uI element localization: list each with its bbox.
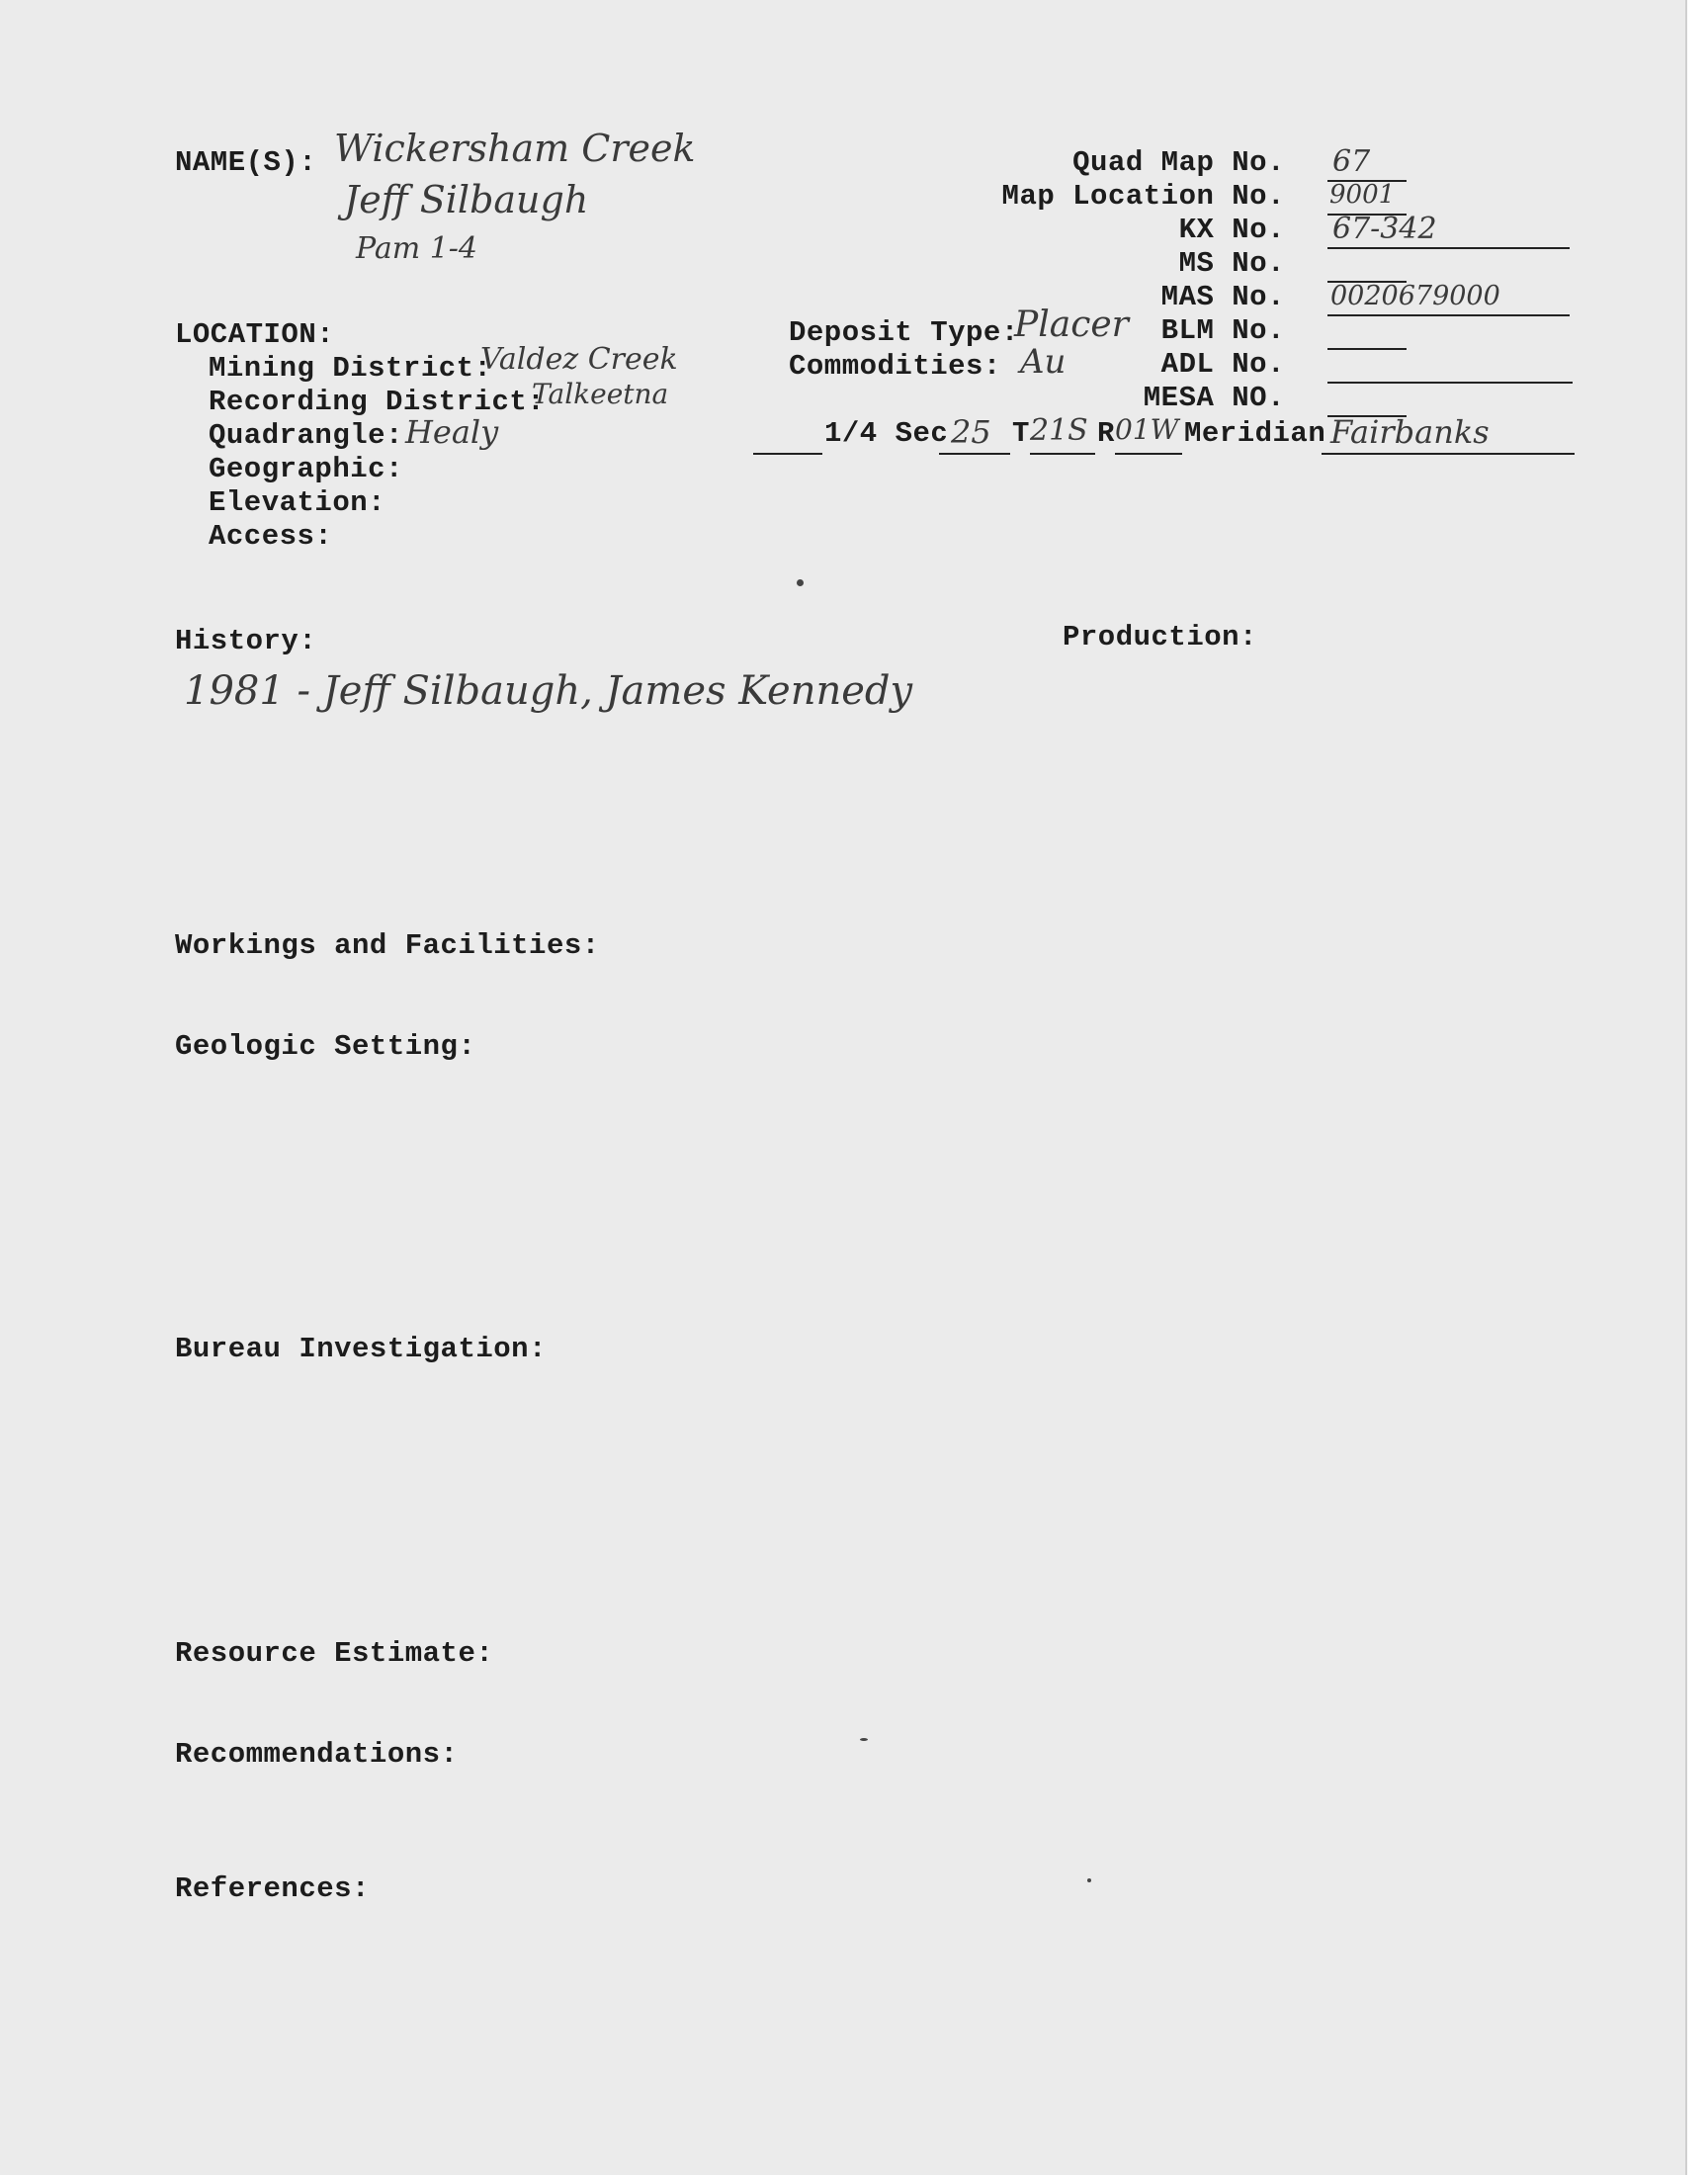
history-value: 1981 - Jeff Silbaugh, James Kennedy <box>184 668 913 714</box>
deposit-type-label: Deposit Type: <box>789 316 1019 349</box>
names-label: NAME(S): <box>175 146 317 179</box>
name-line-2: Jeff Silbaugh <box>344 178 589 221</box>
elevation-label: Elevation: <box>209 486 386 519</box>
mas-label: MAS No. <box>1160 281 1285 313</box>
quadrangle-label: Quadrangle: <box>209 419 403 452</box>
geologic-label: Geologic Setting: <box>175 1030 476 1063</box>
blm-line <box>1327 348 1407 350</box>
deposit-type-value: Placer <box>1014 304 1129 345</box>
mas-value: 0020679000 <box>1330 281 1500 311</box>
bureau-label: Bureau Investigation: <box>175 1333 547 1365</box>
recording-district-value: Talkeetna <box>532 378 669 410</box>
meridian-line <box>1322 453 1575 455</box>
kx-line <box>1327 247 1570 249</box>
map-location-label: Map Location No. <box>1001 180 1285 213</box>
sec-line <box>939 453 1010 455</box>
ms-label: MS No. <box>1178 247 1285 280</box>
quadrangle-value: Healy <box>405 413 499 451</box>
r-label: R <box>1097 417 1115 450</box>
name-line-3: Pam 1-4 <box>356 231 478 266</box>
commodities-value: Au <box>1020 342 1067 382</box>
r-value: 01W <box>1115 413 1179 446</box>
kx-label: KX No. <box>1178 214 1285 246</box>
sec-value: 25 <box>951 413 991 451</box>
scan-speck <box>860 1738 868 1741</box>
references-label: References: <box>175 1872 370 1905</box>
mas-line <box>1327 314 1570 316</box>
meridian-value: Fairbanks <box>1330 413 1490 451</box>
t-value: 21S <box>1030 413 1088 448</box>
adl-label: ADL No. <box>1160 348 1285 381</box>
mining-district-label: Mining District: <box>209 352 492 385</box>
name-line-1: Wickersham Creek <box>334 127 696 170</box>
t-line <box>1030 453 1095 455</box>
quarter-line <box>753 453 822 455</box>
commodities-label: Commodities: <box>789 350 1001 383</box>
quad-map-label: Quad Map No. <box>1072 146 1285 179</box>
mining-district-value: Valdez Creek <box>480 342 678 377</box>
r-line <box>1115 453 1182 455</box>
quad-map-value: 67 <box>1332 144 1371 179</box>
recommendations-label: Recommendations: <box>175 1738 459 1771</box>
t-label: T <box>1012 417 1030 450</box>
workings-label: Workings and Facilities: <box>175 929 600 962</box>
map-location-value: 9001 <box>1329 180 1396 210</box>
production-label: Production: <box>1063 621 1257 653</box>
location-heading: LOCATION: <box>175 318 335 351</box>
meridian-label: Meridian <box>1184 417 1326 450</box>
blm-label: BLM No. <box>1160 314 1285 347</box>
recording-district-label: Recording District: <box>209 386 546 418</box>
mesa-label: MESA NO. <box>1143 382 1285 414</box>
quarter-sec-label: 1/4 Sec <box>824 417 949 450</box>
access-label: Access: <box>209 520 333 553</box>
scan-speck <box>1087 1878 1091 1882</box>
geographic-label: Geographic: <box>209 453 403 485</box>
kx-value: 67-342 <box>1332 212 1437 246</box>
adl-line <box>1327 382 1573 384</box>
resource-label: Resource Estimate: <box>175 1637 494 1670</box>
scan-speck <box>797 579 804 586</box>
history-label: History: <box>175 625 317 657</box>
